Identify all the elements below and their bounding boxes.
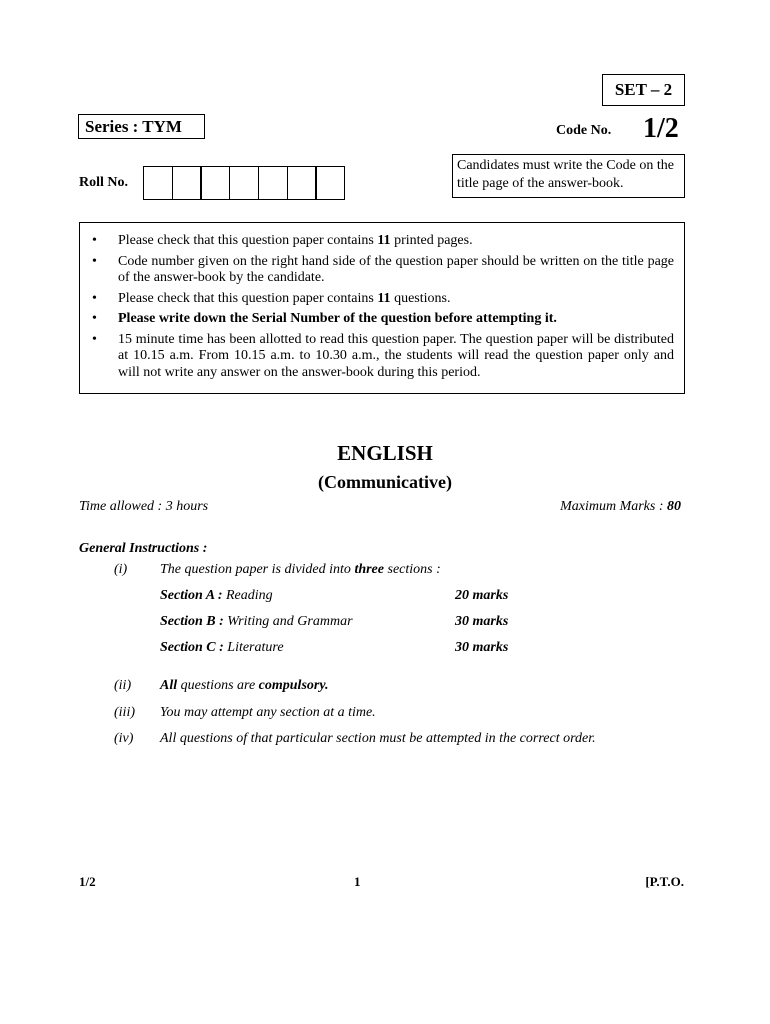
section-marks: 30 marks (455, 614, 509, 629)
instruction-text: 15 minute time has been allotted to read this question paper. The question paper will be distributed at 10.15 a.m. From 10.15 a.m. to 10.30 a.m., the students will read the question paper only and will not write any answer on the answer-book during this period. (118, 331, 674, 380)
roll-number-cell[interactable] (258, 166, 288, 200)
set-number-box: SET – 2 (602, 74, 685, 106)
text-part: The question paper is divided into (160, 562, 355, 577)
max-marks-label: Maximum Marks : (560, 499, 667, 514)
instruction-item (92, 291, 674, 308)
section-label: Section B : (160, 614, 228, 629)
item-number: (iv) (114, 731, 134, 746)
page-count: 11 (377, 233, 391, 248)
bullet-icon: • (92, 253, 97, 269)
code-value: 1/2 (643, 113, 679, 144)
section-name: Literature (227, 640, 284, 655)
roll-number-boxes[interactable] (143, 166, 345, 200)
roll-number-cell[interactable] (315, 166, 345, 200)
instruction-item (92, 254, 674, 287)
instruction-text: Please check that this question paper contains (118, 290, 378, 306)
maximum-marks (560, 499, 681, 515)
item-number: (ii) (114, 678, 132, 693)
subject-subtitle: (Communicative) (318, 472, 452, 492)
text-part: sections : (384, 562, 441, 577)
section-row (160, 588, 273, 604)
instruction-item (92, 233, 674, 250)
instructions-box (79, 222, 685, 394)
text-bold: All (160, 678, 178, 693)
time-allowed: Time allowed : 3 hours (79, 499, 209, 514)
instruction-text: Please write down the Serial Number of the question before attempting it. (118, 311, 557, 326)
roll-number-cell[interactable] (172, 166, 202, 200)
instruction-text: questions. (390, 290, 451, 306)
section-row (160, 640, 284, 656)
text-part: questions are (177, 678, 259, 693)
section-label: Section A : (160, 588, 226, 603)
general-instruction-text: You may attempt any section at a time. (160, 705, 376, 720)
instruction-item (92, 311, 674, 328)
roll-number-cell[interactable] (287, 166, 317, 200)
section-marks: 20 marks (455, 588, 509, 603)
page-number: 1 (354, 874, 361, 889)
bullet-icon: • (92, 233, 97, 248)
instruction-text: Please check that this question paper contains (118, 233, 378, 248)
general-instructions-heading: General Instructions : (79, 541, 208, 556)
candidate-note-box: Candidates must write the Code on the title page of the answer-book. (452, 154, 685, 198)
instruction-text: printed pages. (390, 233, 473, 248)
general-instruction-text (160, 678, 329, 694)
bullet-icon: • (92, 290, 97, 306)
roll-number-cell[interactable] (229, 166, 259, 200)
item-number: (i) (114, 562, 128, 577)
code-label: Code No. (556, 123, 612, 138)
roll-number-label: Roll No. (79, 175, 128, 190)
instruction-item (92, 332, 674, 382)
instruction-text: Code number given on the right hand side of the question paper should be written on the title page of the answer-book by the candidate. (118, 253, 674, 285)
section-label: Section C : (160, 640, 228, 655)
roll-number-cell[interactable] (200, 166, 230, 200)
text-bold: compulsory. (258, 678, 329, 693)
general-instruction-text: All questions of that particular section must be attempted in the correct order. (160, 731, 596, 746)
general-instruction-text (160, 562, 441, 578)
max-marks-value: 80 (667, 499, 681, 514)
section-name: Reading (226, 588, 273, 603)
subject-title: ENGLISH (337, 441, 433, 465)
pto-label: [P.T.O. (645, 874, 684, 889)
question-count: 11 (377, 290, 391, 306)
bullet-icon: • (92, 311, 97, 326)
section-row (160, 614, 353, 630)
text-bold: three (354, 562, 384, 577)
series-box: Series : TYM (78, 114, 205, 139)
bullet-icon: • (92, 331, 97, 347)
section-name: Writing and Grammar (227, 614, 353, 629)
roll-number-cell[interactable] (143, 166, 173, 200)
section-marks: 30 marks (455, 640, 509, 655)
item-number: (iii) (114, 705, 135, 720)
footer-code: 1/2 (79, 874, 96, 889)
instructions-list (92, 233, 674, 381)
